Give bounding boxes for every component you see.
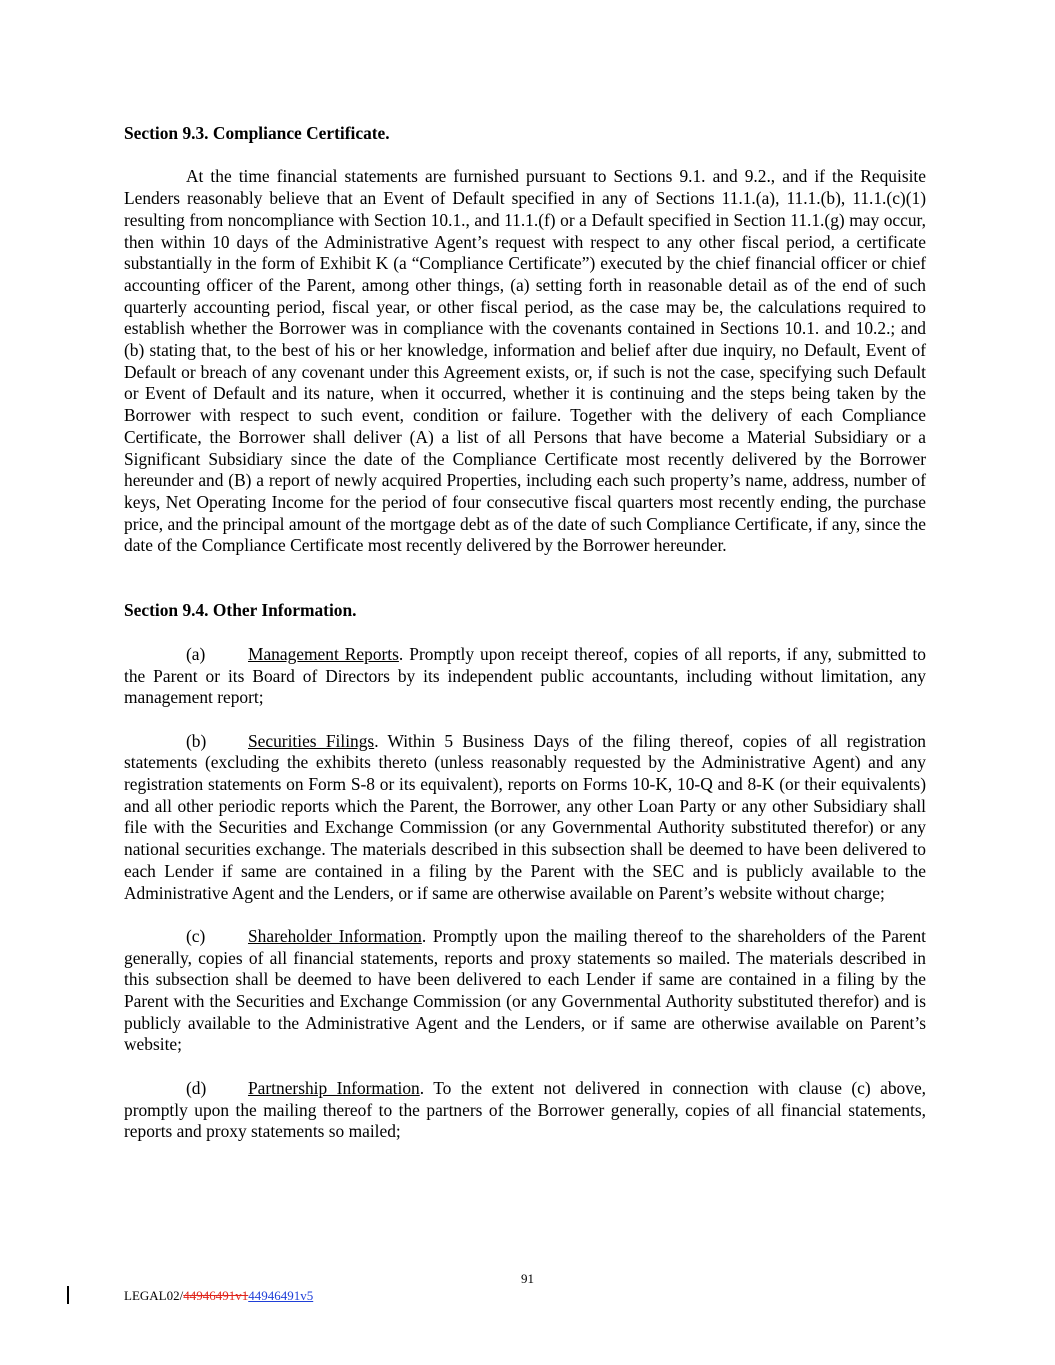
section-9-3-heading: Section 9.3. Compliance Certificate.: [124, 123, 390, 143]
clause-text: . Promptly upon receipt thereof, copies of all reports, if any, submitted to the Parent or its Board of Directors by its independent public accountants, including without limitation, any management report;: [124, 643, 926, 708]
clause-label: (a): [186, 643, 206, 664]
clause-label: (d): [186, 1077, 207, 1098]
doc-id-inserted: 44946491v5: [248, 1288, 314, 1303]
clause-text: . Promptly upon the mailing thereof to the shareholders of the Parent generally, copies of all financial statements, reports and proxy statements so mailed. The materials described in this subsection shall be deemed to have been delivered to each Lender if same are contained in a filing by the Parent with the Securities and Exchange Commission (or any Governmental Authority substituted therefor) and is publicly available to the Administrative Agent and the Lenders, or if same are otherwise available on Parent’s website;: [124, 925, 926, 1055]
clause-d: [124, 1078, 926, 1143]
clause-text: . To the extent not delivered in connection with clause (c) above, promptly upon the mailing thereof to the partners of the Borrower generally, copies of all financial statements, reports and proxy statements so mailed;: [124, 1077, 927, 1142]
document-id-footer: [124, 1288, 313, 1304]
doc-id-deleted: 44946491v1: [183, 1288, 249, 1303]
clause-title: Shareholder Information: [248, 925, 422, 946]
clause-title: Securities Filings: [248, 730, 375, 751]
clause-a: [124, 644, 926, 709]
section-9-3-body: At the time financial statements are furnished pursuant to Sections 9.1. and 9.2., and if the Requisite Lenders reasonably believe that an Event of Default specified in any of Sections 11.1.(a), 11.1.(b), 11.1.(c)(1) resulting from noncompliance with Section 10.1., and 11.1.(f) or a Default specified in Section 11.1.(g) may occur, then within 10 days of the Administrative Agent’s request with respect to any other fiscal period, a certificate substantially in the form of Exhibit K (a “Compliance Certificate”) executed by the chief financial officer or chief accounting officer of the Parent, among other things, (a) setting forth in reasonable detail as of the end of such quarterly accounting period, fiscal year, or other fiscal period, as the case may be, the calculations required to establish whether the Borrower was in compliance with the covenants contained in Sections 10.1. and 10.2.; and (b) stating that, to the best of his or her knowledge, information and belief after due inquiry, no Default, Event of Default or breach of any covenant under this Agreement exists, or, if such is not the case, specifying such Default or Event of Default and its nature, when it occurred, whether it is continuing and the steps being taken by the Borrower with respect to such event, condition or failure. Together with the delivery of each Compliance Certificate, the Borrower shall deliver (A) a list of all Persons that have become a Material Subsidiary or a Significant Subsidiary since the date of the Compliance Certificate most recently delivered by the Borrower hereunder and (B) a report of newly acquired Properties, including each such property’s name, address, number of keys, Net Operating Income for the period of four consecutive fiscal quarters most recently ending, the purchase price, and the principal amount of the mortgage debt as of the date of such Compliance Certificate, if any, since the date of the Compliance Certificate most recently delivered by the Borrower hereunder.: [124, 166, 926, 556]
clause-label: (b): [186, 730, 207, 751]
clause-b: [124, 731, 926, 905]
clause-title: Partnership Information: [248, 1077, 420, 1098]
section-9-4-heading: Section 9.4. Other Information.: [124, 600, 357, 621]
page-number: 91: [521, 1271, 534, 1286]
clause-text: . Within 5 Business Days of the filing thereof, copies of all registration statements (excluding the exhibits thereto (unless reasonably requested by the Administrative Agent) and any registration statements on Form S-8 or its equivalent), reports on Forms 10-K, 10-Q and 8-K (or their equivalents) and all other periodic reports which the Parent, the Borrower, any other Loan Party or any other Subsidiary shall file with the Securities and Exchange Commission (or any Governmental Authority substituted therefor) or any national securities exchange. The materials described in this subsection shall be deemed to have been delivered to each Lender if same are contained in a filing by the Parent with the SEC and is publicly available to the Administrative Agent and the Lenders, or if same are otherwise available on Parent’s website without charge;: [124, 730, 926, 903]
clause-title: Management Reports: [248, 643, 399, 664]
document-page: [124, 123, 926, 1143]
doc-prefix: LEGAL02/: [124, 1288, 184, 1303]
clause-c: [124, 926, 926, 1056]
clause-label: (c): [186, 925, 206, 946]
revision-change-bar: [67, 1286, 69, 1304]
